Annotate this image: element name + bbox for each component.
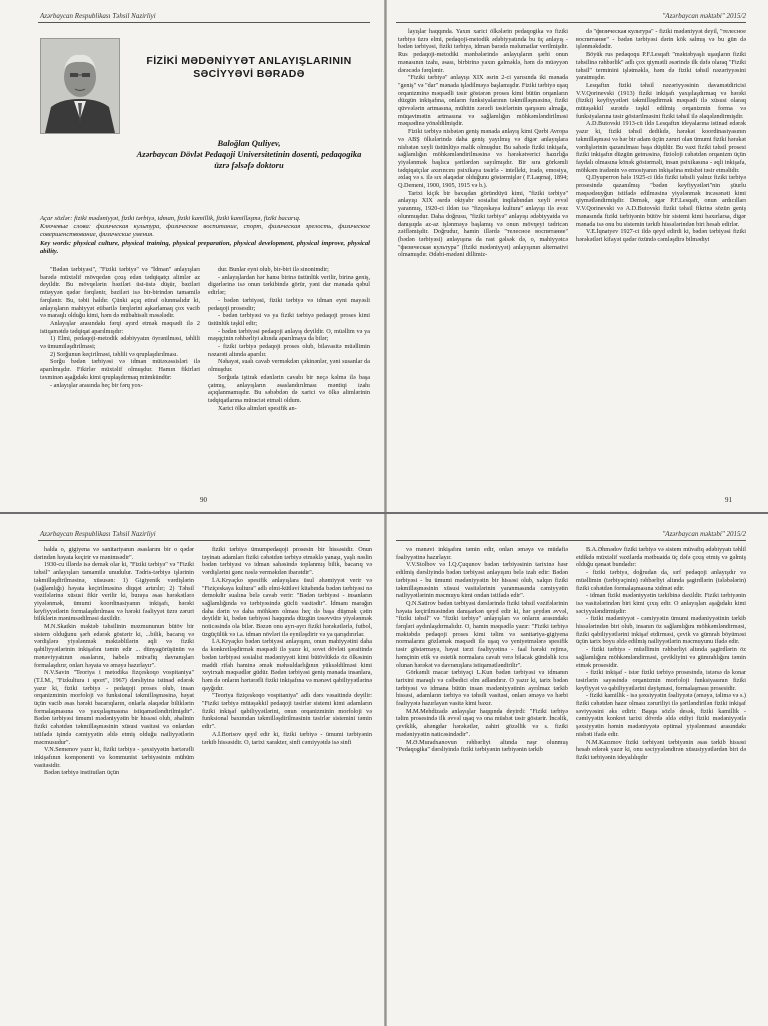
paragraph: Q.N.Satirov bədən tərbiyəsi dərslərində fiziki təhsil vəzifələrinin həyata keçirilməsindən danışarkən qeyd edir ki, hər şeydən əvvəl, "fiziki təhsil" və "fiziki tərbiyə" anlayışları və onların arasındakı fərqləri aydınlaşdırmalıdır. O, hamin məqsədlə yazır: "Fiziki tərbiyə məktəbdə pedaqoji proses kimi təlim və sanitariya-gigiyena normalarını gözləmək məqsədi ilə uşaq və yeniyetmələrə spesifik təsir göstərməyə, həyat tərzi fəaliyyətinə - faal hərəki rejimə, həmçinin etik və estetik normalara cavab verə bilacak gündəlik icra olunan hərəkət və davranışlara istiqamətləndirilir". — [396, 599, 568, 669]
paragraph: A.D.Butovski 1913-cü ildə Lesqaftın ideyalarına istinad edərək yazır ki, fiziki təhsil dedikdə, hərəkət koordinasiyasının təkmilləşməsi və hər bir adam üçün zəruri olan ümumi fiziki hərəkət vərdişlərinin qazanılması başa düşülür. Bu vaxt fiziki təhsil prosesi fiziki inkişafın düzgün getməsinə, fizioloji cəhətdən orqanizm üçün faydalı olmasına könək göstərməli, insan psixikasına - əqli inkişafa, möhkəm iradənin və emosiyanın inkişafına müsbət təsir etməlidir. — [576, 120, 746, 174]
paragraph: - fiziki kamillik - isə şəxsiyyətin fəaliyyətə (əməyə, təlimə və s.) fiziki cəhətdən hazır olması zəruriliyi ilə şərtləndirilən fiziki inkişaf səviyyəsini əks edirir. Başqa sözlə desək, fiziki kamillik - cəmiyyətin konkret tarixi dövrdə əldə etdiyi fiziki mədəniyyətlə şəxsiyyətin həmin mədəniyyətə optimal yiyələnməsi arasındakı nisbəti ifadə edir. — [576, 692, 746, 738]
header-rule — [396, 22, 746, 23]
paragraph: halda o, gigiyena və sanitariyanın əsaslarını bir o qədər dərindən həyata keçirir və mənimsədir". — [34, 546, 194, 561]
paragraph: 1) Elmi, pedaqoji-metodik ədəbiyyatın öyrənilməsi, təhlili və ümumiləşdirilməsi; — [40, 335, 200, 351]
paragraph: A.İ.Borisov qeyd edir ki, fiziki tərbiyə - ümumi tərbiyənin tərkib hissəsidir. O, tarixi xarakter, sinfi cəmiyyətdə isə sinfi — [202, 730, 372, 746]
paragraph: Böyük rus pedaqoqu P.F.Lesqaft "məktəbyaşlı uşaqların fiziki təhsilinə rəhbərlik" adlı çox qiymətli əsərində ilk dəfə olaraq "Fiziki təhsil" terminini işlətməklə, həm də fiziki təhsil nəzəriyyəsini yaratmışdır. — [576, 51, 746, 82]
top-page-spread — [0, 0, 768, 512]
paragraph: M.Ə.Muradxanovun rəhbərliyi altında nəşr olunmuş "Pedaqogika" dərsliyində fiziki tərbiyənin tərbiyənin tərkib — [396, 738, 568, 754]
author-affiliation: Azərbaycan Dövlət Pedaqoji Universitetinin dosenti, pedaqogika üzrə fəlsəfə doktoru — [136, 149, 362, 170]
paragraph: M.N.Skatkin məktəb təhsilinin məzmununun bütöv bir sistem olduğunu şərh edərək göstərir ki, ...bilik, bacarıq və vərdişlərə yiyələnmək məktəblilərin əqli və fiziki qabiliyyətlərinin inkişafını təmin edir ... dünyagörüşünün və mənəviyyatının əsaslarını, habelə müvafiq davranışları formalaşdırır, onları həyata və əməyə hazırlayır". — [34, 623, 194, 669]
paragraph: N.M.Kazımov fiziki tərbiyəni tərbiyənin əsas tərkib hissəsi hesab edərək yazır ki, onu səciyyələndirən xüsusiyyətlərdən biri də fiziki tərbiyənin ideyalılıqdır — [576, 738, 746, 761]
paragraph: Xarici ölkə alimləri spesifik an- — [218, 404, 297, 412]
keywords-azerbaijani: Açar sözlər: fiziki mədəniyyət, fiziki tərbiyə, idman, fiziki kamillik, fiziki kamilləşmə, fiziki bacarıq. — [40, 215, 301, 222]
text-column — [576, 546, 746, 1022]
paragraph: - anlayışlardan hər hansı birinə üstünlük verilir, birinə geniş, digərlərinə isə onun tərkibində görür, yəni dar mənada qəbul edirlər; — [208, 273, 370, 297]
text-column — [40, 266, 200, 486]
paragraph: Anlayışlar arasındakı fərqi ayırd etmək məqsədi ilə 2 istiqamətdə tədqiqat aparılmışdır: — [40, 319, 200, 335]
paragraph: də "физическая культура" - fiziki mədəniyyət deyil, "телесное воспитание" - bədən tərbiyəsi dərin kök salmış və bu gün də işlənməkdədir. — [576, 28, 746, 51]
paragraph: Fiziki tərbiyə nisbətən geniş mənada anlayış kimi Qərbi Avropa və ABŞ ölkələrində daha geniş yayılmış və digər anlayışlara nisbətən xeyli üstünlüyə malik olmuşdur. Bu sahədə fiziki inkişafa, sağlamlığın möhkəmləndirilməsinə və hərəkətverici hazırlığa yiyələnmək başlıca şərtlərdən sayılmışdır. Bir sıra görkəmli tədqiqatçılar axırıncını psixikaya təsirlə - intellekt, iradə, emosiya, əxlaq və s. ilə sıx əlaqədar olduğunu göstərmişlər ( F.Laqrnaj, 1894; Q.Demeni, 1900, 1905, 1915 və b.). — [398, 128, 568, 190]
paragraph: "Fiziki tərbiyə" anlayışı XIX əsrin 2-ci yarısında iki mənada "geniş" və "dar" mənada işlədilməyə başlamışdır. Fiziki tərbiyə uşaq orqanizminə məqsədli təsir göstərən proses kimi bütün orqanların düzgün inkişafına, onların funksiyalarının təkmilləşməsinə, fiziki qüvvələrin artmasına, mühitin zərərli təsirlərinin qarşısını almağa, müqavimətin artmasına və sağlamlığın möhkəmləndirilməsi məqsədinə yönəldilmişdir. — [398, 74, 568, 128]
paragraph: Q.Dyuperron hələ 1925-ci ildə fiziki təhsili yalnız fiziki tərbiyə prosesində qazanılmış "bədən keyfiyyətləri"nin şüurlu məqsədəuyğun istifadə edilməsinə yiyələnmək incəsənəti kimi qiymətləndirmişdir. Demək, əgər P.F.Lesqaft, onun ardıcılları V.V.Qorinevski və A.D.Butovski fiziki təhsil fikrinə sözün geniş mənasında fiziki tərbiyənin bütöv bir sistemi kimi baxırlarsa, digər mənada isə onu bu sistemin tərkib hissələrindən biri hesab edirlər. — [576, 174, 746, 228]
paragraph: - bədən tərbiyəsi pedaqoji anlayış deyildir. O, müəllim və ya məşqçinin rəhbərliyi altında aparılmaya da bilər; — [208, 327, 370, 343]
paragraph: Görkəmli macar tərbiyəçi L.Kun bədən tərbiyəsi və idmanın tarixini maraqlı və cəlbedici elm adlandırır. O yazır ki, tarix bədən tərbiyəsi və idmana bütün insan mədəniyyətinin ayrılmaz tərkib hissəsi, adamların tərbiyə və təhsili vasitəsi, onları əməyə və hərbi fəaliyyətə hazırlayan vasitə kimi baxır. — [396, 669, 568, 708]
author-name: Baloğlan Quliyev, — [217, 138, 281, 148]
text-column — [576, 28, 746, 490]
text-column — [34, 546, 194, 1022]
paragraph: 1930-cu illərdə isə demək olar ki, "Fiziki tərbiyə" və "Fiziki təhsil" anlayışları tamamilə unudulur. Tədris-tərbiyə işlərinin təkmilləşdirilməsinə, xüsusən: 1) Gigiyenik vərdişlərin (sağlamlığı) həyata keçirilməsinə diqqət artırılır; 2) Təhsil vəzifələrinə xüsusi fikir verilir ki, buraya əsas hərəkətlərə yiyələnmək, ümumi koordinasiyanın inkişafı, hərəki keyfiyyətlərin formalaşdırılması və hərəki fəaliyyət üzrə zəruri biliklərin mənimsədilməsi daxildir. — [34, 561, 194, 623]
paragraph: M.M.Mehdizadə anlayışlar haqqında deyirdi: "Fiziki tərbiyə təlim prosesində ilk əvvəl uşaq və ona müsbət təsir göstərir. İncəlik, çeviklik, ahəngdar hərəkətlər, zahiri gözəllik və s. fiziki mədəniyyətin naticəsindədir". — [396, 707, 568, 738]
paragraph: - fiziki tərbiyə pedaqoji proses olub, bilavasitə müəllimin nəzarəti altında aparılır. — [208, 343, 370, 358]
paragraph: "Bədən tərbiyəsi", "Fiziki tərbiyə" və "İdman" anlayışları barədə müxtəlif mövqedən çıxış edən tədqiqatçı alimlər az deyildir. Bu mövqelərin bəziləri üst-üstə düşür, bəziləri müəyyən qədər fərqlənir, bəziləri isə bir-birindən tamamilə fərqlənir. Bu, təbii haldır. Çünki açıq etiraf olunmalıdır ki, anlayışların mahiyyət etibarilə fərqlərini aşkarlamaq çox vacib və maraqlı olduğu kimi, həm də mübahisəli məsələdir. — [40, 266, 200, 320]
paragraph: - fiziki mədəniyyət - cəmiyyətin ümumi mədəniyyətinin tərkib hissələrindən biri olub, insanın öz sağlamlığını möhkəmləndirməsi, fiziki qabiliyyətlərini inkişaf etdirməsi, çevik və gümrah böyüməsi üçün tarix boyu əldə edilmiş nailiyyətlərin məcmuyunu ifadə edir. — [576, 615, 746, 646]
paragraph: İ.A.Kryaçko spesifik anlayışlara üsul əhəmiyyət verir və "Fiziçeskaya kultura" adlı elmi-kütləvi kitabında bədən tərbiyəsi nə demokdir sualına belə cavab verir: "Bədən tərbiyəsi - insanların sağlamlığında və tərbiyəsində güclü vasitədir". İdmanı marağın daha dərin və daha möhkəm olması heç də başa düşmək çətin deyildir ki, bədən tərbiyəsi haqqında düzgün təsəvvürə yiyələnmək noticəsində ola bilər. Bəzən onu ayrı-ayrı fiziki hərəkətlərlə, futbol, üzgüçülük və i.a. idman növləri ilə eyniləşdirir və ya qarışdırırlar. — [202, 576, 372, 638]
paragraph: - bədən tərbiyəsi, fiziki tərbiyə və idman eyni mayəsli pedaqoji prosesdir; — [208, 296, 370, 312]
paragraph: - anlayışlar arasında heç bir fərq yox- — [50, 381, 143, 389]
bottom-page-spread — [0, 512, 768, 1026]
paragraph: Sorğuda iştirak edənlərin cavabı bir neçə kəlmə ilə başa çatmış, anlayışların əsaslandırılması məntiqi izahı açıqlanmamışdır. Bu səbəbdən də xarici və ölkə alimlərinin tədqiqatlarına müraciət etməli oldum. — [208, 373, 370, 404]
header-rule — [396, 540, 746, 541]
paragraph: və mənəvi inkişafını təmin edir, onları əməyə və müdafiə fəaliyyətinə hazırlayır. — [396, 546, 568, 561]
paragraph: V.E.İqnatyev 1927-ci ildə qeyd edirdi ki, bədən tərbiyəsi fiziki hərəkətləri kifayət qədər özündə cəmləşdirə bilmədiyi — [576, 228, 746, 243]
paragraph: "Teoriya fiziçeskoqo vospitaniya" adlı dərs vəsaitində deyilir: "Fiziki tərbiyə mütəşəkkil pedaqoji təsirlər sistemi kimi adamların fiziki inkişaf qabiliyyətlərini, onun orqanizminin morfoloji və funksional baxımdan təkmilləşdirilməsinin təsirlər sistemini təmin edir". — [202, 692, 372, 731]
page-number: 90 — [200, 496, 207, 504]
running-head-left: Azərbaycan Respublikası Təhsil Nazirliyi — [40, 12, 156, 20]
book-spine — [384, 514, 387, 1026]
running-head-right: "Azərbaycan məktəbi" 2015/2 — [662, 12, 746, 20]
text-column — [202, 546, 372, 1022]
author-block — [130, 138, 368, 171]
keywords-english: Key words: physical culture, physical training, physical preparation, physical development, physical improve, physical ability. — [40, 239, 370, 255]
paragraph: - fiziki tərbiyə - müəllimin rəhbərliyi altında şagirdlərin öz sağlamlığını möhkəmləndirməsi, çevikliyini və gümrahlığını təmin etmək prosesidir. — [576, 646, 746, 669]
running-head-left: Azərbaycan Respublikası Təhsil Nazirliyi — [40, 530, 156, 538]
page-number: 91 — [725, 496, 732, 504]
keywords-block — [40, 215, 370, 256]
paragraph: V.N.Semenov yazır ki, fiziki tərbiyə - şəxsiyyətin hərtərəfli inkişafının komponenti və kommunist tərbiyəsinin mühüm vasitəsidir. — [34, 746, 194, 769]
paragraph: Bədən tərbiyə institutları üçün — [44, 769, 120, 777]
text-column — [396, 546, 568, 1022]
paragraph: - bədən tərbiyəsi və ya fiziki tərbiyə pedaqoji proses kimi üstünlük təşkil edir; — [208, 312, 370, 327]
header-rule — [38, 540, 370, 541]
paragraph: B.A.Əhmədov fiziki tərbiyə və sistem müvafiq ədəbiyyatı təhlil etdikdə müxtəlif vaxtlarda mətbuatda üç dəfə çıxış etmiş və gəlmiş olduğu qənaət bundadır: — [576, 546, 746, 569]
paragraph: - idman fiziki mədəniyyətin tərkibinə daxildir. Fiziki tərbiyənin isə vasitələrindən biri kimi çıxış edir. O anlayışları aşağıdakı kimi səciyyələndirmişdir: — [576, 592, 746, 615]
paragraph: N.V.Savin "Teoriya i metodika fizçeskoqo vospitaniya" (T.İ.M., "Fizkultura i sport", 1967) dərsliyinə istinad edərək yazır ki, fiziki tərbiyə - pedaqoji proses olub, insan orqanizminin morfoloji və funksional təkmilləşməsinə, həyat üçün vacib əsas hərəki bacarıqların, onlarla əlaqədar biliklərin formalaşmasına və yaxşılaşmasına istiqamətləndirilmişdir". Bədən tərbiyəsi ümumi mədəniyyətin bir hissəsi olub, əhalinin fiziki cəhətdən təkmilləşməsinin xüsusi vasitəsi və onlardan istifadə işində cəmiyyətin əldə etmiş olduğu nailiyyətlərin məcmusudur". — [34, 669, 194, 746]
paragraph: Tarixi kiçik bir baxışdan göründüyü kimi, "fiziki tərbiyə" anlayışı XIX əsrdə oktyabr sosialist inqilabından xeyli əvvəl yaranmış, 1920-ci ildən isə "fizçeskaya kultura" anlayışı ilə əvəz olunmuşdur. Daha doğrusu, "fiziki tərbiyə" anlayışı ədəbiyyatda və danışıqda az-az işlənməyə başlamış və onun mövqeyi tədricən zəifləmişdir. Doğrudur, hamin illərdə "телесное воспитание" (bədən tərbiyəsi) anlayışına da rast gəlsək də, o, mahiyyətcə "физическая культура" (fiziki mədəniyyət) anlayışının alternativi olmamışdır. Ədəbi-mədəni dillimiz- — [398, 189, 568, 259]
paragraph: fiziki tərbiyə ümumpedaqoji prosesin bir hissəsidir. Onun təyinatı adamları fiziki cəhətdən tərbiyə etməklə yanaşı, yaşlı nəslin bədən tərbiyəsi və idman sahəsində toplanmış bilik, bacarıq və vərdişlərini gənc nəslə verməkdən ibarətdir". — [202, 546, 372, 577]
book-spine — [384, 0, 387, 512]
paragraph: Lesqaftın fiziki təhsil nəzəriyyəsinin davamətdiricisi V.V.Qorinevski (1913) fiziki inkişafı yaxşılaşdırmaq və hərəki (fiziki) keyfiyyətləri təkmilləşdirmək məqsədi ilə xüsusi olaraq mütəşəkkil surətdə təşkil edilmiş orqanizmin forma və funksiyalarına təsir göstərilməsini fiziki təhsil ilə əlaqələndirmişdir. — [576, 81, 746, 120]
running-head-right: "Azərbaycan məktəbi" 2015/2 — [662, 530, 746, 538]
paragraph: Sorğu bədən tərbiyəsi və idman mütəxəssisləri ilə aparılmışdır. Fikirlər müxtəlif olmuşdur. Hamın fikirləri təxminən aşağıdakı kimi qruplaşdırmaq mümkündür: — [40, 358, 200, 381]
paragraph: - fiziki tərbiyə, doğrudan da, sırf pedaqoji anlayışdır və müəllimin (tərbiyəçinin) rəhbərliyi altında şagirdlərin (tələbələrin) fiziki cəhətdən formalaşmasına xidmət edir. — [576, 569, 746, 592]
text-column — [208, 266, 370, 486]
article-title: FİZİKİ MƏDƏNİYYƏT ANLAYIŞLARININ SƏCİYYƏVİ BƏRADƏ — [146, 55, 352, 80]
paragraph: layışlar haqqında. Yaxın xarici ölkələrin pedaqogika və fiziki tərbiyə üzrə elmi, pedaqoji-metodik ədəbiyyatında bu üç anlayış - bədən tərbiyəsi, fiziki tərbiyə, idman barədə məlumatlar verilmişdir. Rus pedaqoji-metodiki mənbələrində anlayışların şərhi onun mənasının izahı, əsası, birbirinə yaxın gəlməklə, həm də müəyyən dərəcədə fərqlənir. — [398, 28, 568, 74]
paragraph: V.V.Stolbov və İ.Q.Çuqunov bədən tərbiyəsinin tarixinə həsr edilmiş dərsliyində bədən tərbiyəsi anlayışını belə izah edir: Bədən tərbiyəsi - bu ümumi mədəniyyətin bir hissəsi olub, xalqın fiziki təkmilləşməsinin xüsusi vasitələrinin yaranmasında cəmiyyətin nailiyyətlərinin məcmuyu kimi ondan istifadə edir". — [396, 561, 568, 600]
paragraph: dur. Bunlar eyni olub, bir-biri ilə sinonimdir; — [218, 266, 329, 273]
paragraph: - fiziki inkişaf - istər fiziki tərbiyə prosesində, istərsə də konar təsirlərin sayəsində orqanizmin morfoloji funksiyasının fiziki keyfiyyət və qabiliyyətlərini dəyişməsi, formalaşması prosesidir. — [576, 669, 746, 692]
paragraph: Nəhayət, sualı cavab verməkdən çəkinənlər, yəni susanlar da olmuşdur. — [208, 358, 370, 374]
author-photo — [40, 38, 120, 134]
keywords-russian: Ключевые слова: физическая культура, физическое воспитание, спорт, физическая зрелость, физическое совершенствование, физические умения. — [40, 223, 370, 239]
paragraph: İ.A.Kryaçko bədən tərbiyəsi anlayışını, onun mahiyyətini daha da konkretləşdirmək məqsədi ilə yazır ki, sovet dövləti şəraitində bədən tərbiyəsi sosialist mədəniyyəti kimi bütövlükdə öz ölkəsinin maddi rifah haminə əmək məhsuldarlığının yüksəldilməsi kimi xeyirxah məqsədlər güdür. Bədən tərbiyəsi geniş mənada insanlara, həm də onların hərtərəfli fiziki inkişafına və mənəvi qabiliyyətlərinə qayğıdır. — [202, 638, 372, 692]
paragraph: 2) Sorğunun keçirilməsi, təhlili və qruplaşdırılması. — [50, 350, 179, 358]
header-rule — [38, 22, 370, 23]
text-column — [398, 28, 568, 490]
